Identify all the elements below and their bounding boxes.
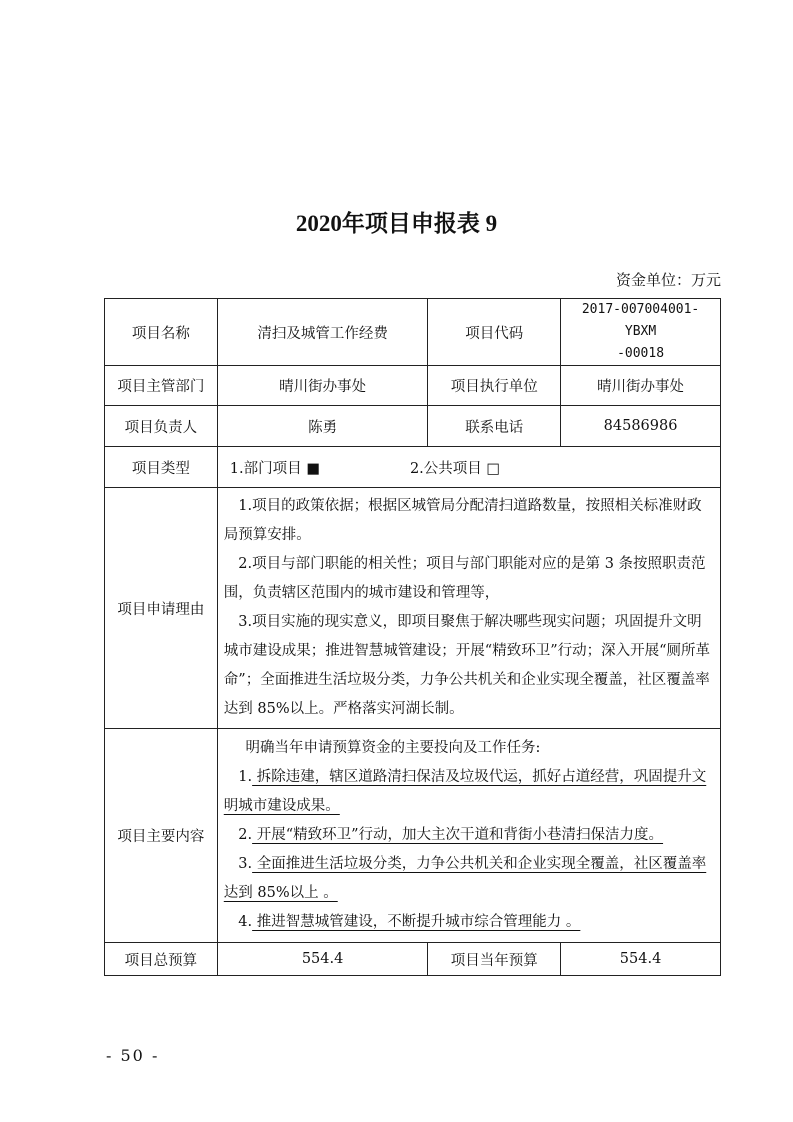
label: 项目当年预算	[428, 943, 561, 976]
item-text: 全面推进生活垃圾分类，力争公共机关和企业实现全覆盖，社区覆盖率达到 85%以上 。	[223, 856, 707, 901]
document-title: 2020年项目申报表 9	[295, 211, 498, 236]
item-text: 开展“精致环卫”行动，加大主次干道和背街小巷清扫保洁力度。	[252, 827, 664, 843]
type-option: 1.部门项目 ■	[229, 460, 320, 477]
label: 联系电话	[428, 406, 561, 447]
leader: 陈勇	[217, 406, 428, 447]
item-number: 3.	[238, 856, 253, 872]
row-content	[105, 729, 721, 943]
project-name: 清扫及城管工作经费	[217, 299, 428, 366]
label: 项目代码	[428, 299, 561, 366]
label: 项目总预算	[105, 943, 218, 976]
page-number: - 50 -	[106, 1046, 160, 1065]
item-number: 1.	[238, 769, 253, 785]
item-number: 4.	[238, 914, 253, 930]
project-code	[561, 299, 721, 366]
paragraph: 2.项目与部门职能的相关性；项目与部门职能对应的是第 3 条按照职责范围，负责辖区范围内的城市建设和管理等，	[223, 556, 706, 601]
type-option: 2.公共项目 □	[409, 460, 501, 477]
content-text	[217, 729, 720, 943]
project-table	[104, 298, 721, 976]
total-budget: 554.4	[217, 943, 428, 976]
code-line: -00018	[617, 346, 665, 361]
row-leader	[105, 406, 721, 447]
exec-unit: 晴川街办事处	[561, 366, 721, 406]
content-item	[224, 850, 714, 908]
item-number: 2.	[238, 827, 253, 843]
phone: 84586986	[561, 406, 721, 447]
reason-text	[217, 488, 720, 729]
row-budget	[105, 943, 721, 976]
type-options	[217, 447, 720, 488]
label: 项目类型	[105, 447, 218, 488]
row-reason	[105, 488, 721, 729]
item-text: 拆除违建，辖区道路清扫保洁及垃圾代运，抓好占道经营，巩固提升文明城市建设成果。	[223, 769, 707, 814]
label: 项目名称	[105, 299, 218, 366]
label: 项目申请理由	[105, 488, 218, 729]
row-name	[105, 299, 721, 366]
currency-unit: 资金单位：万元	[615, 271, 721, 289]
paragraph: 1.项目的政策依据；根据区城管局分配清扫道路数量，按照相关标准财政局预算安排。	[223, 498, 702, 543]
paragraph: 明确当年申请预算资金的主要投向及工作任务:	[245, 740, 541, 756]
content-item	[224, 821, 714, 850]
paragraph: 3.项目实施的现实意义，即项目聚焦于解决哪些现实问题；巩固提升文明城市建设成果；推进智慧城管建设；开展“精致环卫”行动；深入开展“厕所革命”；全面推进生活垃圾分类，力争公共机关和企业实现全覆盖，社区覆盖率达到 85%以上。严格落实河湖长制。	[223, 614, 711, 717]
label: 项目负责人	[105, 406, 218, 447]
code-line: 2017-007004001-YBXM	[581, 302, 700, 339]
content-item	[224, 763, 714, 821]
row-dept	[105, 366, 721, 406]
label: 项目主管部门	[105, 366, 218, 406]
label: 项目主要内容	[105, 729, 218, 943]
label: 项目执行单位	[428, 366, 561, 406]
dept: 晴川街办事处	[217, 366, 428, 406]
item-text: 推进智慧城管建设，不断提升城市综合管理能力 。	[252, 914, 581, 930]
year-budget: 554.4	[561, 943, 721, 976]
content-item	[224, 908, 714, 937]
row-type	[105, 447, 721, 488]
